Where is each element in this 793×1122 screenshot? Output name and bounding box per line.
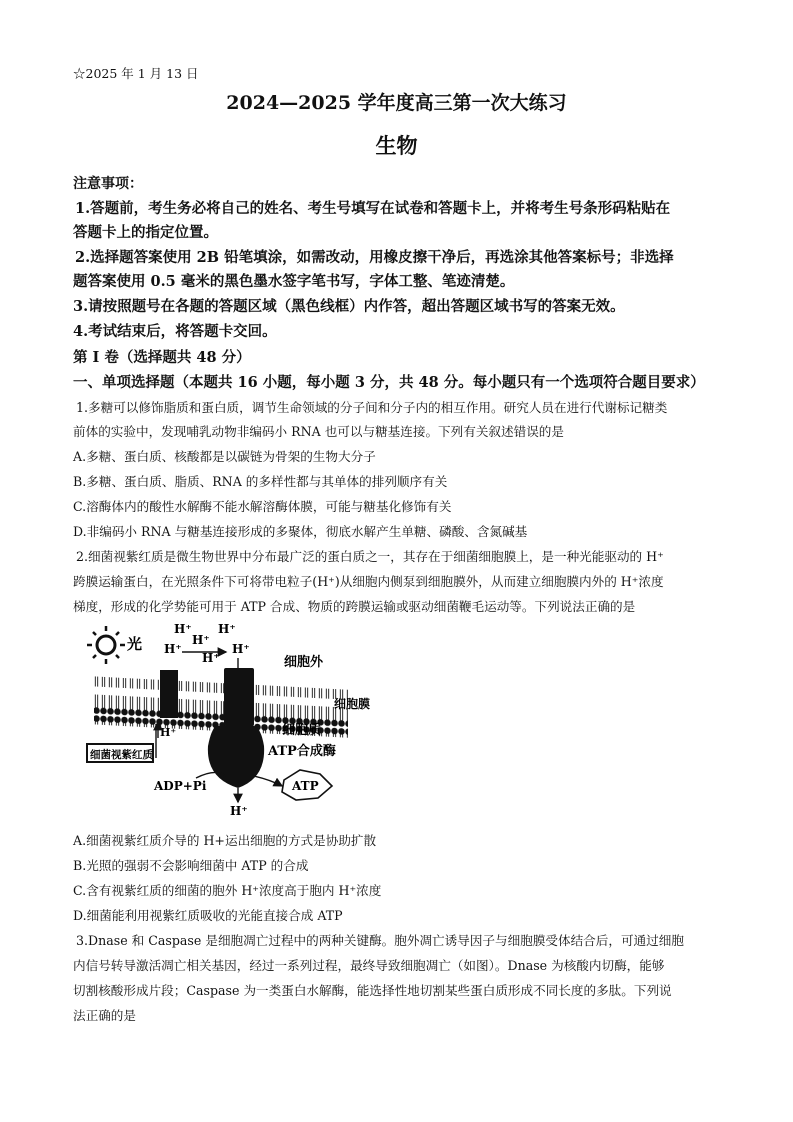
exam-subject: 生物 [375, 133, 418, 158]
q2-stem-line: 2.细菌视紫红质是微生物世界中分布最广泛的蛋白质之一，其存在于细菌细胞膜上，是一种光能驱动的 H⁺ [76, 549, 664, 564]
exam-date: ☆2025 年 1 月 13 日 [73, 66, 199, 81]
q2-stem-line: 梯度，形成的化学势能可用于 ATP 合成、物质的跨膜运输或驱动细菌鞭毛运动等。下列说法正确的是 [73, 599, 636, 614]
q1-stem-line: 1.多糖可以修饰脂质和蛋白质，调节生命领域的分子间和分子内的相互作用。研究人员在进行代谢标记糖类 [76, 400, 668, 415]
h-ion-label: H⁺ [164, 642, 182, 656]
q1-option-d: D.非编码小 RNA 与糖基连接形成的多聚体，彻底水解产生单糖、磷酸、含氮碱基 [73, 524, 528, 539]
membrane-label: 细胞膜 [334, 697, 371, 711]
notice-line: 答题卡上的指定位置。 [73, 224, 218, 241]
q2-option-d: D.细菌能利用视紫红质吸收的光能直接合成 ATP [73, 908, 343, 923]
part1-heading: 第 I 卷（选择题共 48 分） [73, 349, 251, 366]
bacteriorhodopsin-protein [160, 670, 178, 718]
outside-label: 细胞外 [284, 655, 324, 670]
adp-pi-label: ADP+Pi [154, 779, 207, 793]
h-ion-label: H⁺ [232, 642, 250, 656]
h-ion-label: H⁺ [218, 622, 236, 636]
q2-option-c: C.含有视紫红质的细菌的胞外 H⁺浓度高于胞内 H⁺浓度 [73, 883, 382, 898]
notice-line: 4.考试结束后，将答题卡交回。 [73, 323, 277, 340]
sun-icon [87, 626, 125, 664]
q1-option-c: C.溶酶体内的酸性水解酶不能水解溶酶体膜，可能与糖基化修饰有关 [73, 499, 452, 514]
atp-synthase-stalk [224, 668, 254, 726]
q1-option-b: B.多糖、蛋白质、脂质、RNA 的多样性都与其单体的排列顺序有关 [73, 474, 448, 489]
reaction-arrow [254, 776, 282, 786]
bacteriorhodopsin-label: 细菌视紫红质 [90, 749, 153, 761]
atp-label: ATP [292, 779, 319, 793]
light-label: 光 [127, 635, 143, 653]
q3-stem-line: 切割核酸形成片段；Caspase 为一类蛋白水解酶，能选择性地切割某些蛋白质形成不同长度的多肽。下列说 [73, 983, 672, 998]
h-ion-label: H⁺ [192, 633, 210, 647]
q1-option-a: A.多糖、蛋白质、核酸都是以碳链为骨架的生物大分子 [73, 449, 376, 464]
q3-stem-line: 3.Dnase 和 Caspase 是细胞凋亡过程中的两种关键酶。胞外凋亡诱导因子与细胞膜受体结合后，可通过细胞 [76, 933, 684, 948]
atp-synthase-label: ATP合成酶 [268, 744, 336, 759]
notice-line: 2.选择题答案使用 2B 铅笔填涂，如需改动，用橡皮擦干净后，再选涂其他答案标号；非选择 [75, 249, 674, 266]
notice-heading: 注意事项： [73, 176, 143, 192]
notice-line: 1.答题前，考生务必将自己的姓名、考生号填写在试卷和答题卡上，并将考生号条形码粘贴在 [75, 200, 671, 217]
q2-stem-line: 跨膜运输蛋白，在光照条件下可将带电粒子(H⁺)从细胞内侧泵到细胞膜外，从而建立细胞膜内外的 H⁺浓度 [73, 574, 664, 589]
notice-line: 3.请按照题号在各题的答题区域（黑色线框）内作答，超出答题区域书写的答案无效。 [73, 298, 625, 315]
notice-line: 题答案使用 0.5 毫米的黑色墨水签字笔书写，字体工整、笔迹清楚。 [73, 273, 515, 290]
q2-option-a: A.细菌视紫红质介导的 H+运出细胞的方式是协助扩散 [73, 833, 377, 848]
q3-stem-line: 法正确的是 [73, 1008, 136, 1023]
h-ion-label: H⁺ [160, 726, 177, 739]
exam-title: 2024—2025 学年度高三第一次大练习 [226, 92, 567, 114]
q3-stem-line: 内信号转导激活凋亡相关基因，经过一系列过程，最终导致细胞凋亡（如图）。Dnase 为核酸内切酶，能够 [73, 958, 665, 973]
q1-stem-line: 前体的实验中，发现哺乳动物非编码小 RNA 也可以与糖基连接。下列有关叙述错误的是 [73, 424, 564, 439]
h-ion-label: H⁺ [230, 804, 248, 818]
q2-option-b: B.光照的强弱不会影响细菌中 ATP 的合成 [73, 858, 309, 873]
cytoplasm-label: 细胞质 [282, 723, 322, 738]
atp-synthase-head [208, 726, 264, 788]
h-ion-label: H⁺ [174, 622, 192, 636]
membrane-diagram [86, 618, 386, 818]
section-heading: 一、单项选择题（本题共 16 小题，每小题 3 分，共 48 分。每小题只有一个选项符合题目要求） [73, 374, 705, 391]
h-ion-label: H⁺ [202, 651, 220, 665]
